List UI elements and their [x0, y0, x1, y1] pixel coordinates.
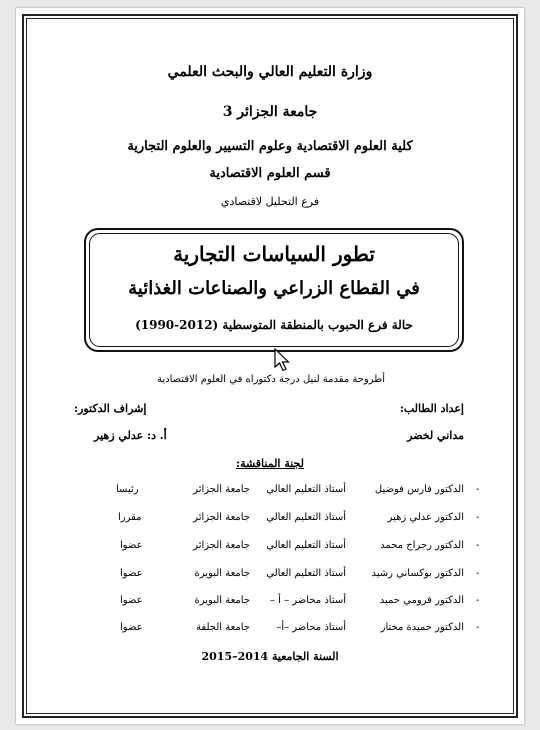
member-institution: جامعة البويرة [194, 595, 250, 606]
member-rank: أستاذ التعليم العالي [266, 512, 346, 523]
list-dash: - [476, 595, 480, 606]
document-page [16, 8, 524, 724]
university-heading: جامعة الجزائر 3 [222, 104, 318, 120]
supervisor-label: إشراف الدكتور: [74, 402, 147, 415]
thesis-title-line1: تطور السياسات التجارية [173, 242, 375, 266]
branch-heading: فرع التحليل لاقتصادي [220, 195, 320, 208]
member-rank: أستاذ التعليم العالي [266, 568, 346, 579]
member-role: عضوا [120, 622, 143, 633]
student-name: مداني لخضر [407, 429, 464, 442]
list-dash: - [476, 568, 480, 579]
member-name: الدكتور رجراج محمد [380, 540, 464, 551]
member-rank: أستاذ التعليم العالي [266, 540, 346, 551]
title-box [84, 228, 464, 352]
list-dash: - [476, 540, 480, 551]
member-institution: جامعة الجزائر [193, 512, 250, 523]
member-name: الدكتور بوكساني رشيد [371, 568, 464, 579]
list-dash: - [476, 512, 480, 523]
member-rank: أستاذ محاضر –أ– [276, 622, 346, 633]
thesis-degree-note: أطروحة مقدمة لنيل درجة دكتوراه في العلوم الاقتصادية [156, 374, 385, 385]
member-institution: جامعة الجزائر [193, 540, 250, 551]
committee-heading: لجنة المناقشة: [236, 457, 304, 470]
faculty-heading: كلية العلوم الاقتصادية وعلوم التسيير والعلوم التجارية [127, 139, 413, 154]
member-role: رئيسا [116, 484, 139, 495]
page-border-inner [26, 18, 514, 714]
supervisor-name: أ. د: عدلي زهير [94, 429, 167, 442]
member-role: عضوا [120, 595, 143, 606]
member-name: الدكتور قرومي حميد [379, 595, 464, 606]
thesis-title-line2: في القطاع الزراعي والصناعات الغذائية [128, 278, 420, 299]
academic-year: السنة الجامعية 2014–2015 [201, 650, 339, 663]
student-label: إعداد الطالب: [399, 402, 464, 415]
member-name: الدكتور فارس فوضيل [374, 484, 464, 495]
department-heading: قسم العلوم الاقتصادية [209, 166, 331, 181]
list-dash: - [476, 484, 480, 495]
mouse-cursor-icon [274, 348, 292, 372]
member-role: مقررا [118, 512, 142, 523]
member-role: عضوا [120, 568, 143, 579]
member-rank: أستاذ محاضر – أ – [269, 595, 346, 606]
member-institution: جامعة الجلفة [196, 622, 250, 633]
member-name: الدكتور حميدة مختار [380, 622, 464, 633]
member-institution: جامعة البويرة [194, 568, 250, 579]
list-dash: - [476, 622, 480, 633]
member-role: عضوا [120, 540, 143, 551]
ministry-heading: وزارة التعليم العالي والبحث العلمي [167, 64, 373, 80]
member-institution: جامعة الجزائر [193, 484, 250, 495]
member-name: الدكتور عدلي زهير [387, 512, 464, 523]
member-rank: أستاذ التعليم العالي [266, 484, 346, 495]
thesis-subtitle: حالة فرع الحبوب بالمنطقة المتوسطية (2012-1990) [135, 318, 413, 332]
